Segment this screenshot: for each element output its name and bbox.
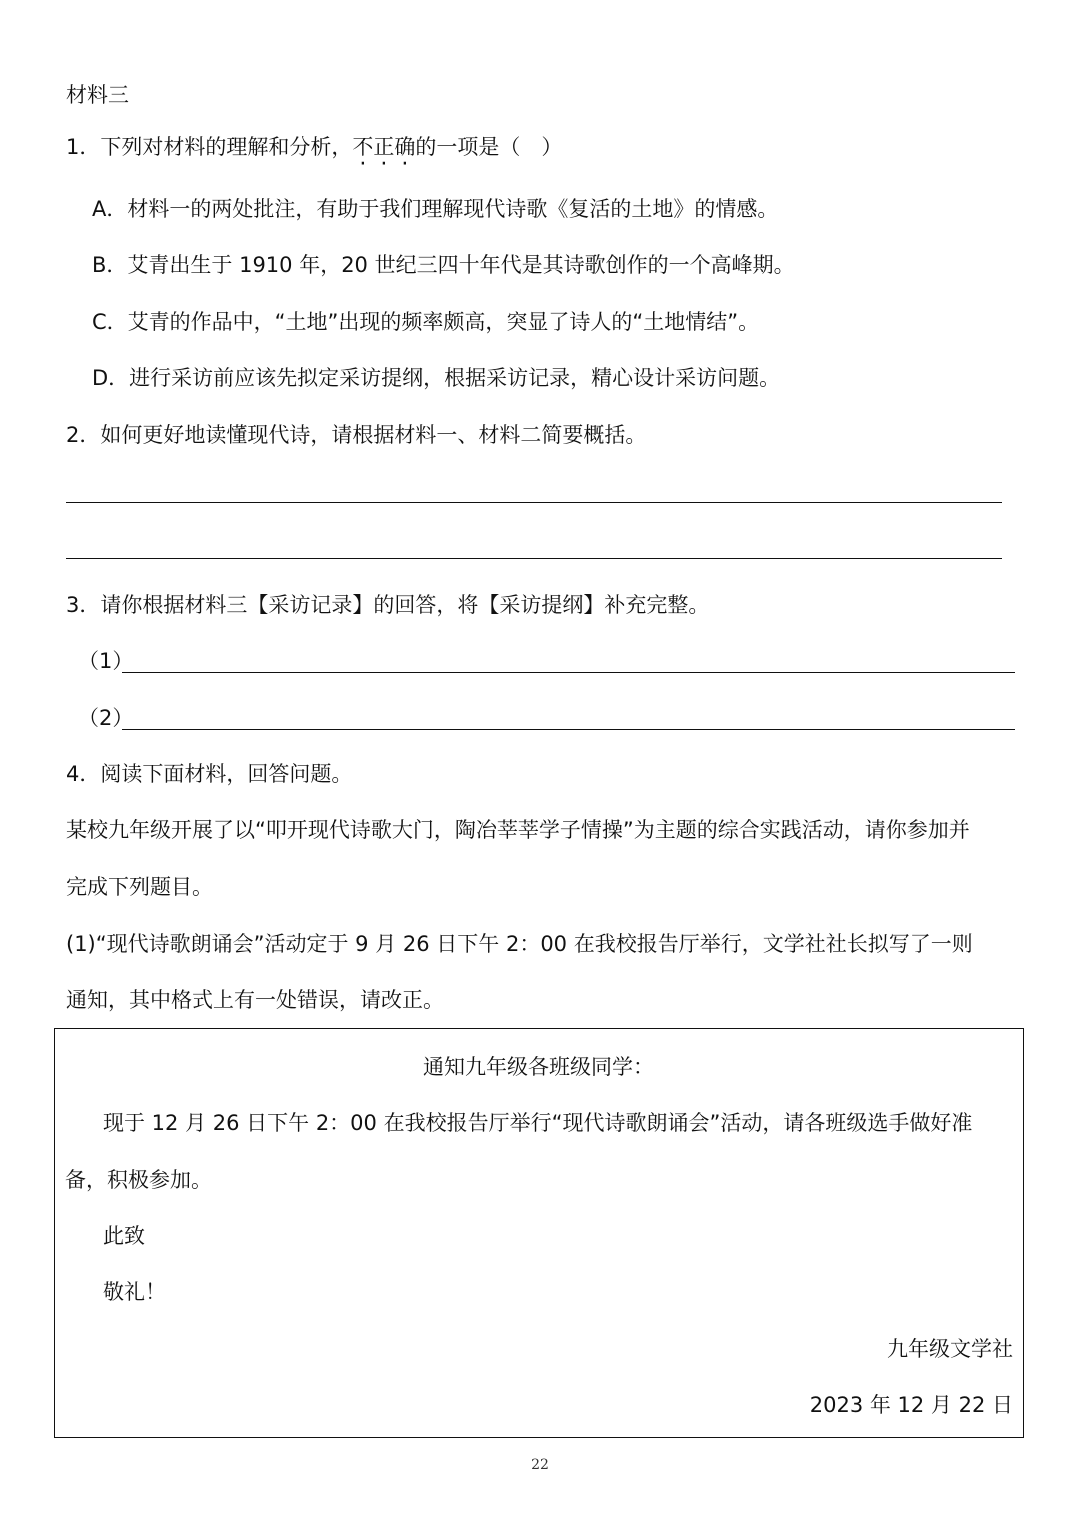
answer-line[interactable] [66,558,1002,559]
question-3-stem: 3．请你根据材料三【采访记录】的回答，将【采访提纲】补充完整。 [66,593,710,617]
sub-question-1: (1)“现代诗歌朗诵会”活动定于 9 月 26 日下午 2：00 在我校报告厅举行，文学社社长拟写了一则 [66,932,973,956]
question-1-stem-tail: 的一项是（ ） [415,135,563,159]
notice-date: 2023 年 12 月 22 日 [809,1393,1013,1417]
question-4-stem: 4．阅读下面材料，回答问题。 [66,762,353,786]
answer-line[interactable] [122,729,1015,730]
option-c: C．艾青的作品中，“土地”出现的频率颇高，突显了诗人的“土地情结”。 [92,310,760,334]
emphasis-char: 确 [394,135,416,159]
emphasis-char: 不 [352,135,374,159]
section-heading: 材料三 [66,83,129,107]
question-4-intro: 某校九年级开展了以“叩开现代诗歌大门，陶冶莘莘学子情操”为主题的综合实践活动，请你参加并 [66,818,970,842]
sub-question-1-cont: 通知，其中格式上有一处错误，请改正。 [66,988,444,1012]
option-b: B．艾青出生于 1910 年，20 世纪三四十年代是其诗歌创作的一个高峰期。 [92,253,795,277]
question-1-stem-text: 1．下列对材料的理解和分析， [66,135,353,159]
page-number: 22 [531,1457,549,1473]
notice-title: 通知九年级各班级同学： [423,1055,654,1079]
answer-line[interactable] [122,672,1015,673]
question-2-stem: 2．如何更好地读懂现代诗，请根据材料一、材料二简要概括。 [66,423,647,447]
question-1-stem [66,132,562,162]
answer-line[interactable] [66,502,1002,503]
notice-closing-2: 敬礼！ [103,1280,166,1304]
notice-signature: 九年级文学社 [887,1337,1013,1361]
sub-label-2: （2） [78,706,134,730]
notice-body: 现于 12 月 26 日下午 2：00 在我校报告厅举行“现代诗歌朗诵会”活动，请各班级选手做好准 [103,1111,973,1135]
notice-closing-1: 此致 [103,1224,145,1248]
notice-body-cont: 备，积极参加。 [65,1168,212,1192]
option-a: A．材料一的两处批注，有助于我们理解现代诗歌《复活的土地》的情感。 [92,197,779,221]
notice-box [54,1028,1024,1438]
sub-label-1: （1） [78,649,134,673]
question-4-intro-cont: 完成下列题目。 [66,875,213,899]
option-d: D．进行采访前应该先拟定采访提纲，根据采访记录，精心设计采访问题。 [92,366,781,390]
emphasis-char: 正 [373,135,395,159]
